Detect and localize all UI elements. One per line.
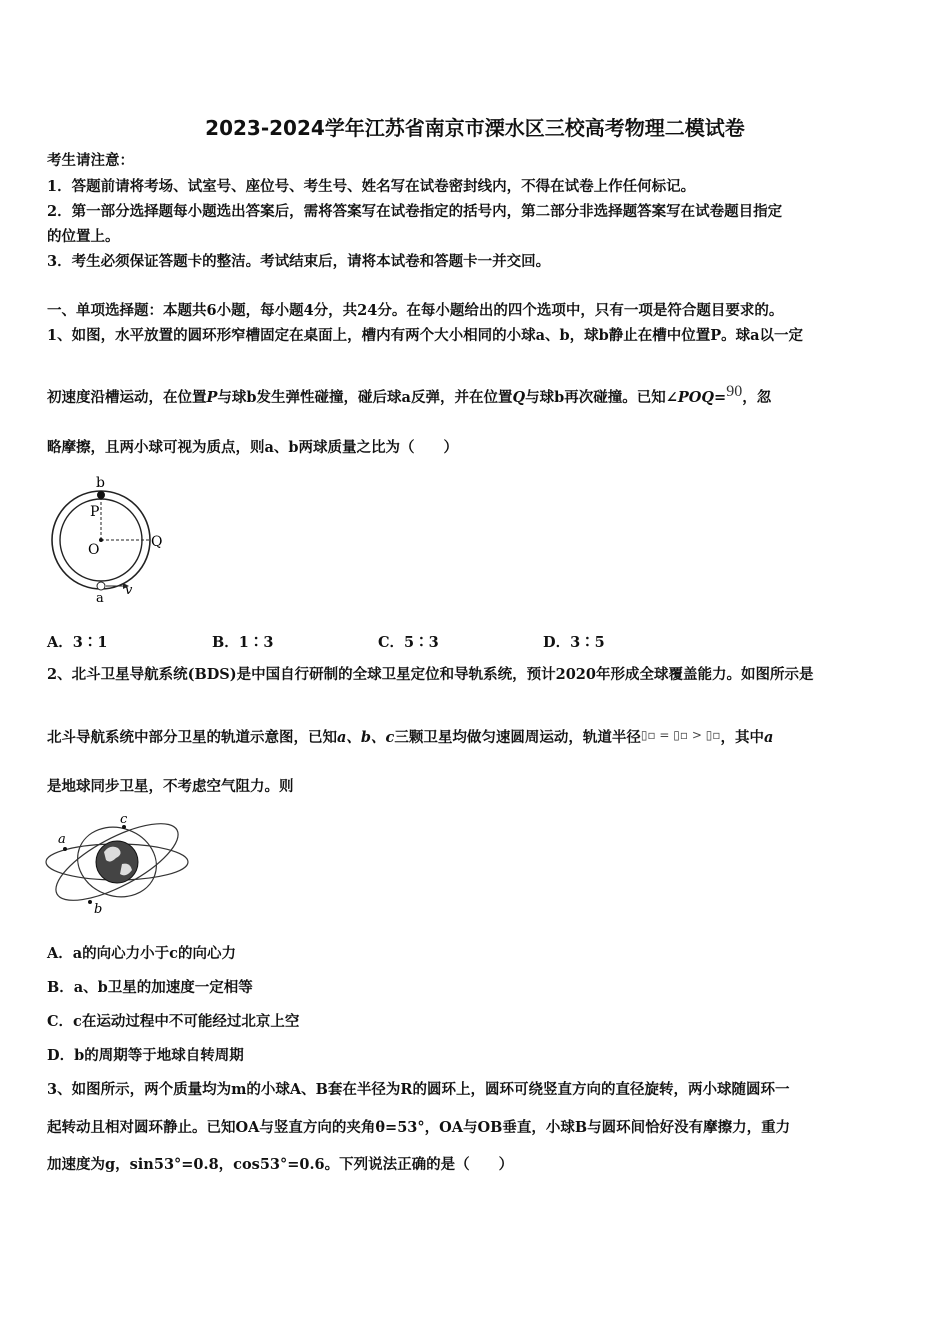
q2-option-b[interactable]: B．a、b卫星的加速度一定相等 xyxy=(47,979,253,996)
center-point xyxy=(99,538,103,542)
q3-line-2: 起转动且相对圆环静止。已知OA与竖直方向的夹角θ=53°，OA与OB垂直，小球B与圆环间恰好没有摩擦力，重力 xyxy=(47,1119,791,1136)
q2-option-a[interactable]: A．a的向心力小于c的向心力 xyxy=(47,945,236,962)
notice-heading: 考生请注意： xyxy=(47,152,134,169)
q2-line-1: 2、北斗卫星导航系统(BDS)是中国自行研制的全球卫星定位和导轨系统，预计2020年形成全球覆盖能力。如图所示是 xyxy=(47,666,814,683)
notice-item-2: 2．第一部分选择题每小题选出答案后，需将答案写在试卷指定的括号内，第二部分非选择题答案写在试卷题目指定 xyxy=(47,203,783,220)
q1-option-a[interactable]: A．3∶1 xyxy=(47,634,108,651)
q2-line-2: 北斗导航系统中部分卫星的轨道示意图，已知a、b、c三颗卫星均做匀速圆周运动，轨道半径▯▫ = ▯▫ > ▯▫，其中a xyxy=(47,728,774,746)
label-o: O xyxy=(88,542,100,558)
q1-option-d[interactable]: D．3∶5 xyxy=(543,634,605,651)
q1-line-1: 1、如图，水平放置的圆环形窄槽固定在桌面上，槽内有两个大小相同的小球a、b，球b静止在槽中位置P。球a以一定 xyxy=(47,327,804,344)
notice-item-3: 3．考生必须保证答题卡的整洁。考试结束后，请将本试卷和答题卡一并交回。 xyxy=(47,253,551,270)
label-b: b xyxy=(94,902,103,917)
q2-option-c[interactable]: C．c在运动过程中不可能经过北京上空 xyxy=(47,1013,300,1030)
q1-line-2: 初速度沿槽运动，在位置P与球b发生弹性碰撞，碰后球a反弹，并在位置Q与球b再次碰撞。已知∠POQ=90，忽 xyxy=(47,383,772,406)
label-v: v xyxy=(125,583,133,598)
ball-b xyxy=(97,491,105,499)
notice-item-1: 1．答题前请将考场、试室号、座位号、考生号、姓名写在试卷密封线内，不得在试卷上作任何标记。 xyxy=(47,178,696,195)
label-q: Q xyxy=(151,534,163,550)
q2-line-3: 是地球同步卫星，不考虑空气阻力。则 xyxy=(47,778,294,795)
label-c: c xyxy=(120,812,128,827)
q1-option-c[interactable]: C．5∶3 xyxy=(378,634,439,651)
q1-line-3: 略摩擦，且两小球可视为质点，则a、b两球质量之比为（ ） xyxy=(47,439,459,456)
section-heading: 一、单项选择题：本题共6小题，每小题4分，共24分。在每小题给出的四个选项中，只有一项是符合题目要求的。 xyxy=(47,302,784,319)
notice-item-2-cont: 的位置上。 xyxy=(47,228,120,245)
satellite-b xyxy=(88,900,92,904)
satellite-a xyxy=(63,847,67,851)
orbit-radius-formula: ▯▫ = ▯▫ > ▯▫ xyxy=(640,728,721,742)
label-p: P xyxy=(90,504,100,520)
label-b: b xyxy=(96,475,105,491)
earth-icon xyxy=(96,841,138,883)
q1-option-b[interactable]: B．1∶3 xyxy=(212,634,274,651)
label-a: a xyxy=(58,832,66,847)
q3-line-1: 3、如图所示，两个质量均为m的小球A、B套在半径为R的圆环上，圆环可绕竖直方向的直径旋转，两小球随圆环一 xyxy=(47,1081,790,1098)
q2-option-d[interactable]: D．b的周期等于地球自转周期 xyxy=(47,1047,244,1064)
angle-value: 90 xyxy=(726,383,743,400)
q3-line-3: 加速度为g，sin53°=0.8，cos53°=0.6。下列说法正确的是（ ） xyxy=(47,1156,514,1173)
q2-orbit-diagram xyxy=(44,812,194,917)
page-title: 2023-2024学年江苏省南京市溧水区三校高考物理二模试卷 xyxy=(205,116,745,140)
q1-ring-diagram xyxy=(45,474,185,604)
label-a: a xyxy=(96,591,104,604)
ball-a xyxy=(97,582,105,590)
